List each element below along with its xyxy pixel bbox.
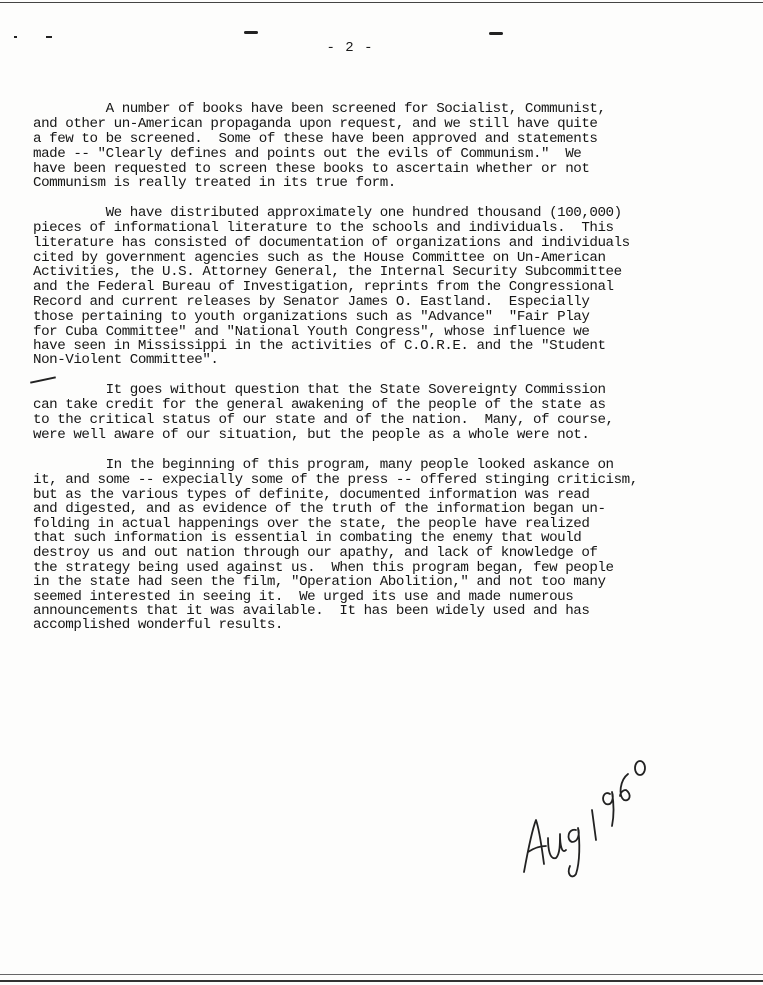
text-line: to the critical status of our state and of the nation. Many, of course, — [33, 412, 614, 428]
text-line: made -- "Clearly defines and points out the evils of Communism." We — [33, 146, 582, 162]
text-line: for Cuba Committee" and "National Youth Congress", whose influence we — [33, 324, 590, 340]
text-line: literature has consisted of documentation of organizations and individuals — [33, 235, 630, 251]
text-line: folding in actual happenings over the state, the people have realized — [33, 516, 590, 532]
handwritten-date-annotation — [510, 750, 660, 890]
text-line: pieces of informational literature to the schools and individuals. This — [33, 220, 614, 236]
text-line: announcements that it was available. It has been widely used and has — [33, 603, 590, 619]
text-line: It goes without question that the State Sovereignty Commission — [33, 382, 606, 398]
page-number: - 2 - — [326, 40, 374, 56]
bottom-scan-line — [0, 974, 763, 975]
text-line: and other un-American propaganda upon request, and we still have quite — [33, 116, 598, 132]
text-line: have seen in Mississippi in the activities of C.O.R.E. and the "Student — [33, 338, 606, 354]
text-line: Communism is really treated in its true form. — [33, 175, 396, 191]
text-line: those pertaining to youth organizations such as "Advance" "Fair Play — [33, 309, 590, 325]
bottom-scan-line — [0, 980, 763, 982]
text-line: and digested, and as evidence of the truth of the information began un- — [33, 501, 606, 517]
text-line: Record and current releases by Senator James O. Eastland. Especially — [33, 294, 590, 310]
text-line: have been requested to screen these books to ascertain whether or not — [33, 161, 590, 177]
text-line: in the state had seen the film, "Operation Abolition," and not too many — [33, 574, 606, 590]
text-line: A number of books have been screened for Socialist, Communist, — [33, 101, 606, 117]
text-line: accomplished wonderful results. — [33, 617, 283, 633]
text-line: can take credit for the general awakening of the people of the state as — [33, 397, 606, 413]
text-line: destroy us and out nation through our apathy, and lack of knowledge of — [33, 545, 598, 561]
text-line: a few to be screened. Some of these have been approved and statements — [33, 131, 598, 147]
scan-mark — [46, 36, 52, 38]
top-scan-line — [0, 2, 763, 3]
text-line: cited by government agencies such as the House Committee on Un-American — [33, 250, 606, 266]
text-line: Non-Violent Committee". — [33, 352, 219, 368]
scan-mark — [14, 36, 17, 38]
text-line: it, and some -- expecially some of the press -- offered stinging criticism, — [33, 472, 638, 488]
scan-mark — [489, 32, 503, 35]
text-line: We have distributed approximately one hundred thousand (100,000) — [33, 205, 622, 221]
text-line: that such information is essential in combating the enemy that would — [33, 530, 582, 546]
text-line: were well aware of our situation, but the people as a whole were not. — [33, 427, 590, 443]
text-line: and the Federal Bureau of Investigation, reprints from the Congressional — [33, 279, 614, 295]
scan-mark — [244, 31, 258, 34]
text-line: but as the various types of definite, documented information was read — [33, 487, 590, 503]
text-line: In the beginning of this program, many people looked askance on — [33, 457, 614, 473]
text-line: the strategy being used against us. When this program began, few people — [33, 560, 614, 576]
text-line: Activities, the U.S. Attorney General, the Internal Security Subcommittee — [33, 264, 622, 280]
text-line: seemed interested in seeing it. We urged its use and made numerous — [33, 589, 574, 605]
